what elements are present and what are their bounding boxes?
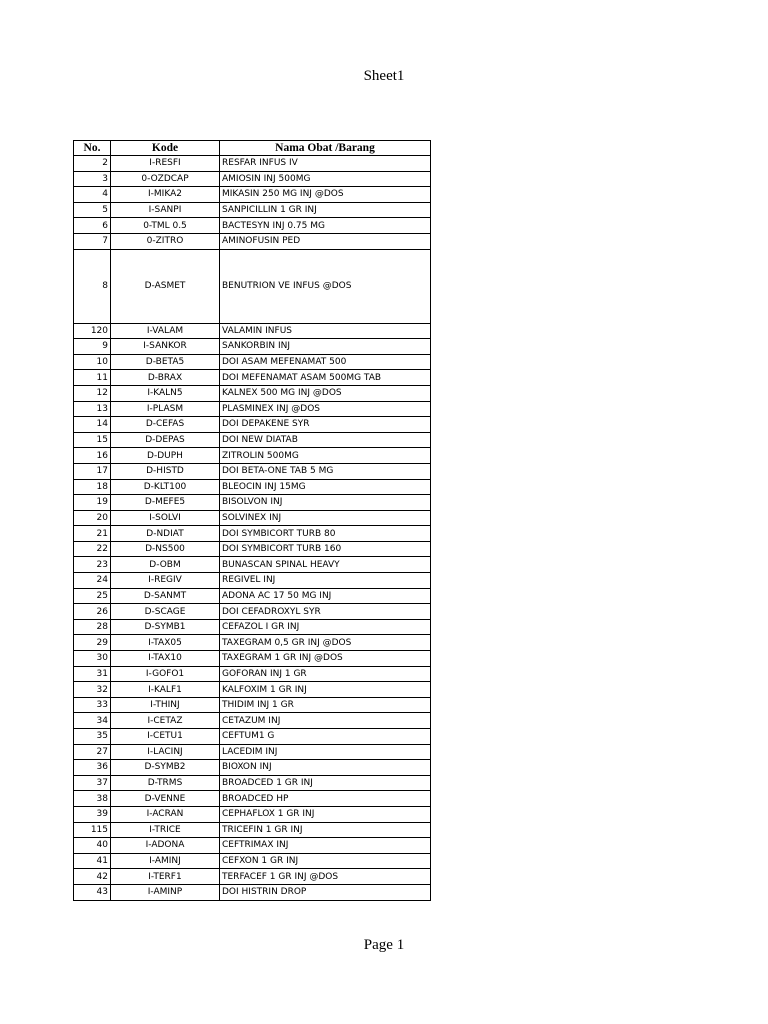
table-row xyxy=(74,417,431,433)
row-number-cell: 41 xyxy=(74,853,111,869)
table-row xyxy=(74,463,431,479)
row-number-cell: 38 xyxy=(74,791,111,807)
nama-obat-cell: BROADCED HP xyxy=(220,791,431,807)
row-number-cell: 19 xyxy=(74,495,111,511)
nama-obat-cell: LACEDIM INJ xyxy=(220,744,431,760)
row-number-cell: 7 xyxy=(74,233,111,249)
table-row xyxy=(74,432,431,448)
row-number-cell: 3 xyxy=(74,171,111,187)
nama-obat-cell: BLEOCIN INJ 15MG xyxy=(220,479,431,495)
row-number-cell: 37 xyxy=(74,775,111,791)
table-row xyxy=(74,838,431,854)
table-row xyxy=(74,510,431,526)
kode-cell: D-MEFE5 xyxy=(111,495,220,511)
table-row xyxy=(74,573,431,589)
row-number-cell: 13 xyxy=(74,401,111,417)
row-number-cell: 23 xyxy=(74,557,111,573)
nama-obat-cell: BUNASCAN SPINAL HEAVY xyxy=(220,557,431,573)
kode-cell: D-BRAX xyxy=(111,370,220,386)
row-number-cell: 14 xyxy=(74,417,111,433)
table-row xyxy=(74,156,431,172)
kode-cell: 0-TML 0.5 xyxy=(111,218,220,234)
table-row xyxy=(74,495,431,511)
kode-cell: D-DUPH xyxy=(111,448,220,464)
kode-cell: I-TERF1 xyxy=(111,869,220,885)
table-row xyxy=(74,249,431,323)
nama-obat-cell: DOI DEPAKENE SYR xyxy=(220,417,431,433)
nama-obat-cell: CEFTRIMAX INJ xyxy=(220,838,431,854)
nama-obat-cell: SOLVINEX INJ xyxy=(220,510,431,526)
row-number-cell: 9 xyxy=(74,339,111,355)
table-row xyxy=(74,604,431,620)
nama-obat-cell: CEFXON 1 GR INJ xyxy=(220,853,431,869)
kode-cell: D-SCAGE xyxy=(111,604,220,620)
nama-obat-cell: DOI MEFENAMAT ASAM 500MG TAB xyxy=(220,370,431,386)
header-kode: Kode xyxy=(111,141,220,156)
kode-cell: D-SYMB2 xyxy=(111,760,220,776)
row-number-cell: 34 xyxy=(74,713,111,729)
table-row xyxy=(74,401,431,417)
row-number-cell: 115 xyxy=(74,822,111,838)
kode-cell: D-SYMB1 xyxy=(111,619,220,635)
kode-cell: I-KALN5 xyxy=(111,385,220,401)
nama-obat-cell: BENUTRION VE INFUS @DOS xyxy=(220,249,431,323)
kode-cell: I-VALAM xyxy=(111,323,220,339)
table-row xyxy=(74,448,431,464)
table-row xyxy=(74,557,431,573)
row-number-cell: 42 xyxy=(74,869,111,885)
nama-obat-cell: DOI CEFADROXYL SYR xyxy=(220,604,431,620)
kode-cell: I-THINJ xyxy=(111,697,220,713)
kode-cell: I-SOLVI xyxy=(111,510,220,526)
row-number-cell: 31 xyxy=(74,666,111,682)
table-row xyxy=(74,354,431,370)
table-row xyxy=(74,651,431,667)
row-number-cell: 22 xyxy=(74,541,111,557)
kode-cell: D-CEFAS xyxy=(111,417,220,433)
row-number-cell: 120 xyxy=(74,323,111,339)
table-row xyxy=(74,682,431,698)
row-number-cell: 8 xyxy=(74,249,111,323)
nama-obat-cell: MIKASIN 250 MG INJ @DOS xyxy=(220,187,431,203)
row-number-cell: 32 xyxy=(74,682,111,698)
row-number-cell: 33 xyxy=(74,697,111,713)
nama-obat-cell: REGIVEL INJ xyxy=(220,573,431,589)
row-number-cell: 29 xyxy=(74,635,111,651)
nama-obat-cell: GOFORAN INJ 1 GR xyxy=(220,666,431,682)
nama-obat-cell: SANKORBIN INJ xyxy=(220,339,431,355)
nama-obat-cell: DOI BETA-ONE TAB 5 MG xyxy=(220,463,431,479)
kode-cell: I-ACRAN xyxy=(111,806,220,822)
medicine-table xyxy=(73,140,431,901)
kode-cell: D-VENNE xyxy=(111,791,220,807)
table-row xyxy=(74,775,431,791)
nama-obat-cell: DOI SYMBICORT TURB 80 xyxy=(220,526,431,542)
row-number-cell: 25 xyxy=(74,588,111,604)
kode-cell: D-ASMET xyxy=(111,249,220,323)
kode-cell: D-OBM xyxy=(111,557,220,573)
nama-obat-cell: DOI HISTRIN DROP xyxy=(220,884,431,900)
kode-cell: I-LACINJ xyxy=(111,744,220,760)
nama-obat-cell: KALNEX 500 MG INJ @DOS xyxy=(220,385,431,401)
kode-cell: D-NDIAT xyxy=(111,526,220,542)
nama-obat-cell: TRICEFIN 1 GR INJ xyxy=(220,822,431,838)
table-row xyxy=(74,744,431,760)
row-number-cell: 36 xyxy=(74,760,111,776)
kode-cell: I-PLASM xyxy=(111,401,220,417)
table-row xyxy=(74,666,431,682)
nama-obat-cell: CEFAZOL I GR INJ xyxy=(220,619,431,635)
kode-cell: D-TRMS xyxy=(111,775,220,791)
kode-cell: I-TAX10 xyxy=(111,651,220,667)
table-row xyxy=(74,385,431,401)
row-number-cell: 40 xyxy=(74,838,111,854)
kode-cell: I-REGIV xyxy=(111,573,220,589)
row-number-cell: 5 xyxy=(74,202,111,218)
header-nama-obat: Nama Obat /Barang xyxy=(220,141,431,156)
table-row xyxy=(74,339,431,355)
row-number-cell: 10 xyxy=(74,354,111,370)
table-row xyxy=(74,884,431,900)
table-row xyxy=(74,713,431,729)
nama-obat-cell: DOI SYMBICORT TURB 160 xyxy=(220,541,431,557)
table-row xyxy=(74,479,431,495)
row-number-cell: 21 xyxy=(74,526,111,542)
nama-obat-cell: TAXEGRAM 1 GR INJ @DOS xyxy=(220,651,431,667)
table-row xyxy=(74,822,431,838)
kode-cell: D-SANMT xyxy=(111,588,220,604)
kode-cell: I-ADONA xyxy=(111,838,220,854)
nama-obat-cell: ZITROLIN 500MG xyxy=(220,448,431,464)
table-row xyxy=(74,806,431,822)
nama-obat-cell: CETAZUM INJ xyxy=(220,713,431,729)
table-body xyxy=(74,156,431,901)
kode-cell: I-AMINP xyxy=(111,884,220,900)
kode-cell: I-SANPI xyxy=(111,202,220,218)
kode-cell: I-RESFI xyxy=(111,156,220,172)
nama-obat-cell: SANPICILLIN 1 GR INJ xyxy=(220,202,431,218)
kode-cell: I-AMINJ xyxy=(111,853,220,869)
kode-cell: I-SANKOR xyxy=(111,339,220,355)
row-number-cell: 11 xyxy=(74,370,111,386)
nama-obat-cell: THIDIM INJ 1 GR xyxy=(220,697,431,713)
nama-obat-cell: TAXEGRAM 0,5 GR INJ @DOS xyxy=(220,635,431,651)
row-number-cell: 27 xyxy=(74,744,111,760)
kode-cell: D-HISTD xyxy=(111,463,220,479)
kode-cell: D-NS500 xyxy=(111,541,220,557)
nama-obat-cell: RESFAR INFUS IV xyxy=(220,156,431,172)
table-row xyxy=(74,635,431,651)
kode-cell: I-TAX05 xyxy=(111,635,220,651)
row-number-cell: 16 xyxy=(74,448,111,464)
row-number-cell: 20 xyxy=(74,510,111,526)
table-row xyxy=(74,202,431,218)
row-number-cell: 35 xyxy=(74,729,111,745)
kode-cell: I-CETAZ xyxy=(111,713,220,729)
kode-cell: D-KLT100 xyxy=(111,479,220,495)
table-row xyxy=(74,323,431,339)
table-row xyxy=(74,697,431,713)
table-row xyxy=(74,187,431,203)
nama-obat-cell: BISOLVON INJ xyxy=(220,495,431,511)
row-number-cell: 2 xyxy=(74,156,111,172)
table-row xyxy=(74,760,431,776)
table-row xyxy=(74,370,431,386)
kode-cell: I-MIKA2 xyxy=(111,187,220,203)
kode-cell: D-BETA5 xyxy=(111,354,220,370)
table-row xyxy=(74,619,431,635)
table-row xyxy=(74,218,431,234)
header-no: No. xyxy=(74,141,111,156)
row-number-cell: 26 xyxy=(74,604,111,620)
kode-cell: 0-ZITRO xyxy=(111,233,220,249)
table-row xyxy=(74,526,431,542)
kode-cell: I-CETU1 xyxy=(111,729,220,745)
kode-cell: I-TRICE xyxy=(111,822,220,838)
row-number-cell: 4 xyxy=(74,187,111,203)
row-number-cell: 30 xyxy=(74,651,111,667)
page-footer: Page 1 xyxy=(363,937,405,953)
row-number-cell: 18 xyxy=(74,479,111,495)
nama-obat-cell: PLASMINEX INJ @DOS xyxy=(220,401,431,417)
nama-obat-cell: BIOXON INJ xyxy=(220,760,431,776)
nama-obat-cell: AMIOSIN INJ 500MG xyxy=(220,171,431,187)
kode-cell: 0-OZDCAP xyxy=(111,171,220,187)
kode-cell: I-GOFO1 xyxy=(111,666,220,682)
row-number-cell: 39 xyxy=(74,806,111,822)
nama-obat-cell: AMINOFUSIN PED xyxy=(220,233,431,249)
row-number-cell: 28 xyxy=(74,619,111,635)
table-row xyxy=(74,729,431,745)
table-row xyxy=(74,541,431,557)
kode-cell: I-KALF1 xyxy=(111,682,220,698)
table-row xyxy=(74,853,431,869)
nama-obat-cell: DOI ASAM MEFENAMAT 500 xyxy=(220,354,431,370)
nama-obat-cell: DOI NEW DIATAB xyxy=(220,432,431,448)
nama-obat-cell: BACTESYN INJ 0.75 MG xyxy=(220,218,431,234)
kode-cell: D-DEPAS xyxy=(111,432,220,448)
row-number-cell: 24 xyxy=(74,573,111,589)
nama-obat-cell: CEPHAFLOX 1 GR INJ xyxy=(220,806,431,822)
row-number-cell: 17 xyxy=(74,463,111,479)
row-number-cell: 12 xyxy=(74,385,111,401)
table-row xyxy=(74,233,431,249)
sheet-title: Sheet1 xyxy=(363,68,405,84)
row-number-cell: 6 xyxy=(74,218,111,234)
table-row xyxy=(74,171,431,187)
row-number-cell: 43 xyxy=(74,884,111,900)
nama-obat-cell: VALAMIN INFUS xyxy=(220,323,431,339)
table-row xyxy=(74,791,431,807)
table-row xyxy=(74,869,431,885)
row-number-cell: 15 xyxy=(74,432,111,448)
nama-obat-cell: TERFACEF 1 GR INJ @DOS xyxy=(220,869,431,885)
nama-obat-cell: CEFTUM1 G xyxy=(220,729,431,745)
nama-obat-cell: ADONA AC 17 50 MG INJ xyxy=(220,588,431,604)
table-row xyxy=(74,588,431,604)
table-header-row xyxy=(74,141,431,156)
nama-obat-cell: KALFOXIM 1 GR INJ xyxy=(220,682,431,698)
nama-obat-cell: BROADCED 1 GR INJ xyxy=(220,775,431,791)
